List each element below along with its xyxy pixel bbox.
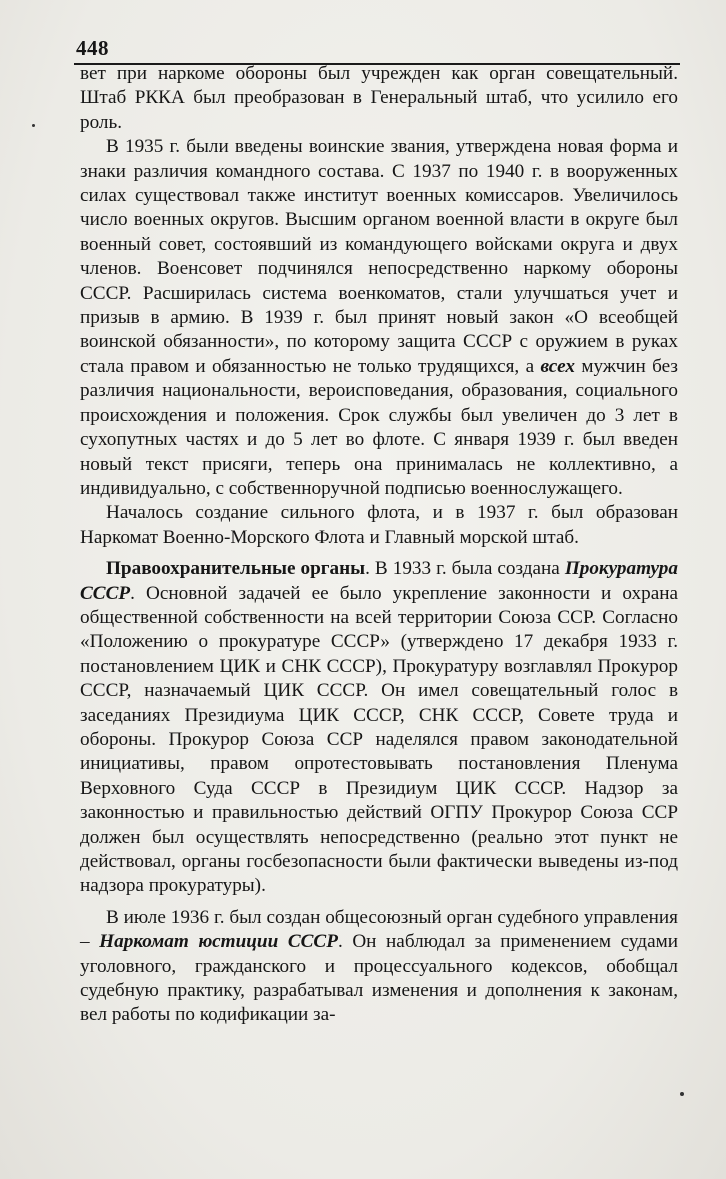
- page-number: 448: [76, 36, 109, 60]
- scan-speck: [680, 1092, 684, 1096]
- emphasized-text: Прокуратура СССР: [80, 558, 678, 604]
- paragraph-justice-commissariat: [80, 906, 678, 1028]
- text-run: . Основной задачей ее было укрепление законности и охрана общественной собственности на всей территории Союза ССР. Согласно «Положению о прокуратуре СССР» (утверждено 17 декабря 1933 г. постановлением ЦИК и СНК СССР), Прокуратуру возглавлял Прокурор СССР, назначаемый ЦИК СССР. Он имел совещательный голос в заседаниях Президиума ЦИК СССР, СНК СССР, Совете труда и обороны. Прокурор Союза ССР наделялся правом законодательной инициативы, правом опротестовывать постановления Пленума Верховного Суда СССР в Президиум ЦИК СССР. Надзор за законностью и правильностью действий ОГПУ Прокурор Союза ССР должен был осуществлять непосредственно (реально этот пункт не действовал, органы госбезопасности были фактически выведены из-под надзора прокуратуры).: [80, 582, 678, 897]
- paragraph-continuation: [80, 62, 678, 135]
- text-run: Началось создание сильного флота, и в 1937 г. был образован Наркомат Военно-Морского Флота и Главный морской штаб.: [80, 502, 678, 548]
- emphasized-text: Наркомат юстиции СССР: [99, 931, 338, 953]
- text-run: . В 1933 г. была создана: [365, 558, 565, 580]
- text-run: . Он наблюдал за применением судами уголовного, гражданского и процессуального кодексов, обобщал судебную практику, разрабатывал изменения и дополнения к законам, вел работы по кодификации за-: [80, 931, 678, 1026]
- emphasized-text: всех: [540, 355, 575, 377]
- text-run: вет при наркоме обороны был учрежден как орган совещательный. Штаб РККА был преобразован в Генеральный штаб, что усилило его роль.: [80, 63, 678, 133]
- text-run: мужчин без различия национальности, вероисповедания, образования, социального происхождения и положения. Срок службы был увеличен до 3 лет в сухопутных частях и до 5 лет во флоте. С января 1939 г. был введен новый текст присяги, теперь она принималась не коллективно, а индивидуально, с собственноручной подписью военнослужащего.: [80, 355, 678, 499]
- emphasized-text: Правоохранительные органы: [106, 558, 366, 580]
- paragraph-navy: [80, 501, 678, 550]
- paragraph-law-enforcement: [80, 557, 678, 899]
- page-text: [80, 62, 678, 1028]
- text-run: В 1935 г. были введены воинские звания, утверждена новая форма и знаки различия командного состава. С 1937 по 1940 г. в вооруженных силах существовал также институт военных комиссаров. Увеличилось число военных округов. Высшим органом военной власти в округе был военный совет, состоявший из командующего войсками округа и двух членов. Военсовет подчинялся непосредственно наркому обороны СССР. Расширилась система военкоматов, стали улучшаться учет и призыв в армию. В 1939 г. был принят новый закон «О всеобщей воинской обязанности», по которому защита СССР с оружием в руках стала правом и обязанностью не только трудящихся, а: [80, 136, 678, 377]
- text-run: В июле 1936 г. был создан общесоюзный орган судебного управления –: [80, 906, 678, 953]
- scan-speck: [32, 124, 35, 127]
- paragraph-military-ranks: [80, 135, 678, 501]
